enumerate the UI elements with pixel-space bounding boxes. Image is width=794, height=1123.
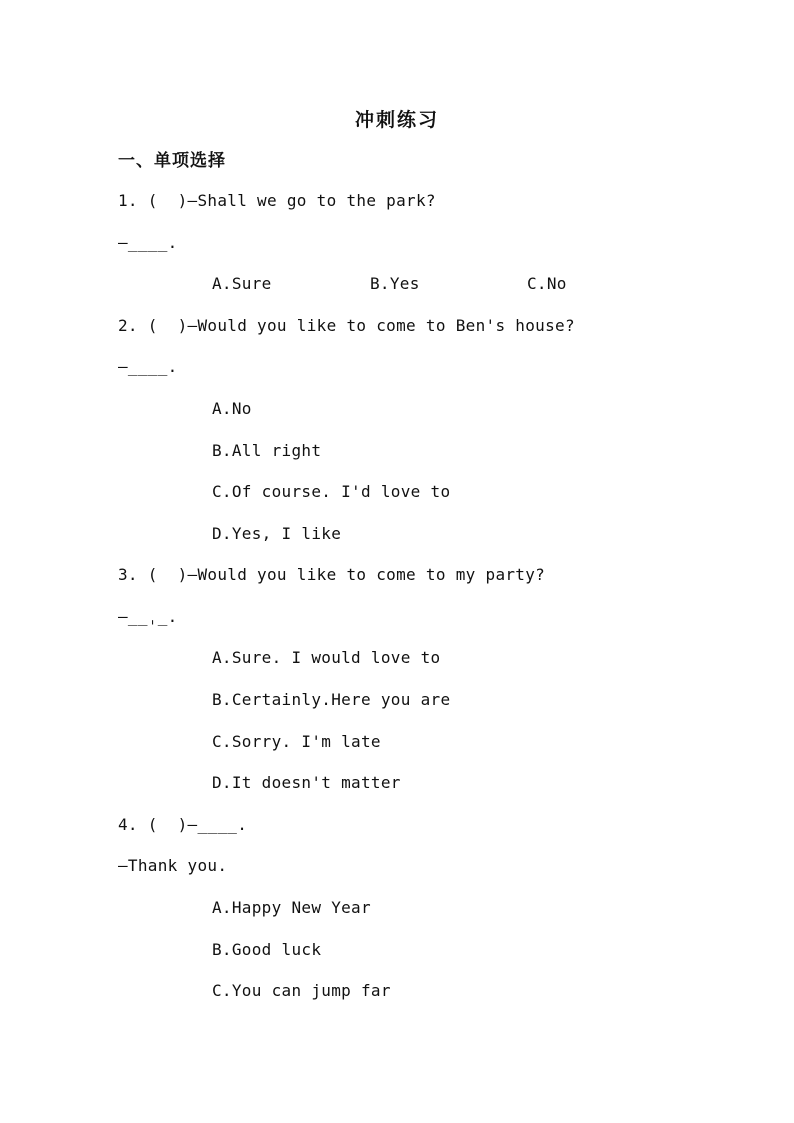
question-3-option-b: B.Certainly.Here you are [212,690,451,709]
question-1-option-b: B.Yes [370,274,420,293]
question-4-response-line: —Thank you. [118,856,228,875]
question-1-option-a: A.Sure [212,274,272,293]
question-3-option-d: D.It doesn't matter [212,773,401,792]
page-title: 冲刺练习 [354,109,439,131]
question-2-option-c: C.Of course. I'd love to [212,482,451,501]
question-4-option-c: C.You can jump far [212,981,391,1000]
question-1-option-c: C.No [527,274,567,293]
question-3-option-c: C.Sorry. I'm late [212,732,381,751]
question-1-answer-line: —____. [118,233,178,252]
question-4-option-a: A.Happy New Year [212,898,371,917]
question-2-answer-line: —____. [118,357,178,376]
question-2-stem: 2. ( )—Would you like to come to Ben's house? [118,316,575,335]
question-4-option-b: B.Good luck [212,940,322,959]
question-1-stem: 1. ( )—Shall we go to the park? [118,191,436,210]
question-3-stem: 3. ( )—Would you like to come to my party? [118,565,546,584]
question-4-stem: 4. ( )—____. [118,815,248,834]
question-2-option-d: D.Yes, I like [212,524,342,543]
question-2-option-a: A.No [212,399,252,418]
question-3-option-a: A.Sure. I would love to [212,648,441,667]
question-3-answer-line: —__ˌ_. [118,607,178,626]
section-heading: 一、单项选择 [118,151,226,171]
question-2-option-b: B.All right [212,441,322,460]
